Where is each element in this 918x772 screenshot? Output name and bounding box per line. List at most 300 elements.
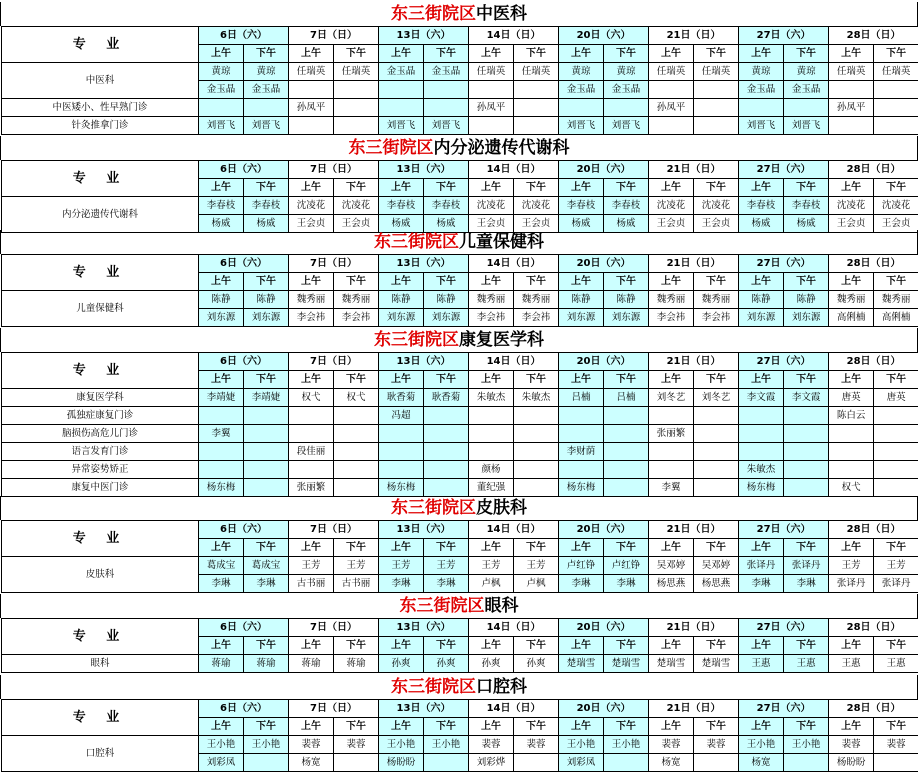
doctor-cell: 王会贞 xyxy=(649,215,694,233)
doctor-cell: 陈静 xyxy=(379,291,424,309)
doctor-cell xyxy=(244,754,289,772)
section-title xyxy=(0,328,918,352)
date-cell: 20日（六） xyxy=(559,619,649,637)
doctor-cell xyxy=(469,81,514,99)
doctor-cell: 沈凌花 xyxy=(694,197,739,215)
doctor-cell xyxy=(874,81,918,99)
doctor-cell xyxy=(514,754,559,772)
doctor-cell xyxy=(784,479,829,497)
date-cell: 20日（六） xyxy=(559,521,649,539)
am-label: 上午 xyxy=(739,45,784,63)
pm-label: 下午 xyxy=(784,371,829,389)
date-cell: 21日（日） xyxy=(649,700,739,718)
specialty-header: 专 业 xyxy=(2,619,199,655)
doctor-cell: 王会贞 xyxy=(874,215,918,233)
am-label: 上午 xyxy=(379,718,424,736)
pm-label: 下午 xyxy=(244,45,289,63)
date-cell: 28日（日） xyxy=(829,27,918,45)
doctor-cell: 金玉晶 xyxy=(199,81,244,99)
doctor-cell: 吕楠 xyxy=(559,389,604,407)
doctor-cell xyxy=(244,407,289,425)
date-cell: 21日（日） xyxy=(649,27,739,45)
doctor-cell xyxy=(874,754,918,772)
doctor-cell: 李春枝 xyxy=(199,197,244,215)
doctor-cell: 李靖婕 xyxy=(199,389,244,407)
table-row xyxy=(2,197,918,215)
doctor-cell xyxy=(829,425,874,443)
doctor-cell xyxy=(694,461,739,479)
doctor-cell xyxy=(469,443,514,461)
doctor-cell: 魏秀丽 xyxy=(469,291,514,309)
campus-name: 东三街院区 xyxy=(391,498,476,518)
doctor-cell xyxy=(334,443,379,461)
doctor-cell xyxy=(199,461,244,479)
specialty-header: 专 业 xyxy=(2,255,199,291)
date-cell: 7日（日） xyxy=(289,161,379,179)
doctor-cell: 刘晋飞 xyxy=(559,117,604,135)
campus-name: 东三街院区 xyxy=(400,596,485,616)
am-label: 上午 xyxy=(649,637,694,655)
pm-label: 下午 xyxy=(514,179,559,197)
pm-label: 下午 xyxy=(424,273,469,291)
pm-label: 下午 xyxy=(514,637,559,655)
am-label: 上午 xyxy=(469,539,514,557)
doctor-cell: 陈静 xyxy=(424,291,469,309)
doctor-cell: 高俐楠 xyxy=(874,309,918,327)
date-cell: 20日（六） xyxy=(559,27,649,45)
doctor-cell xyxy=(559,425,604,443)
am-label: 上午 xyxy=(289,179,334,197)
am-label: 上午 xyxy=(379,273,424,291)
date-cell: 7日（日） xyxy=(289,255,379,273)
doctor-cell xyxy=(739,443,784,461)
row-label: 语言发育门诊 xyxy=(2,443,199,461)
doctor-cell: 李琳 xyxy=(604,575,649,593)
date-cell: 13日（六） xyxy=(379,700,469,718)
doctor-cell xyxy=(514,425,559,443)
doctor-cell: 颜杨 xyxy=(469,461,514,479)
doctor-cell xyxy=(244,425,289,443)
doctor-cell: 杨东梅 xyxy=(379,479,424,497)
row-label: 异常姿势矫正 xyxy=(2,461,199,479)
date-cell: 14日（日） xyxy=(469,700,559,718)
row-label: 口腔科 xyxy=(2,736,199,772)
row-label: 眼科 xyxy=(2,655,199,673)
doctor-cell: 裴蓉 xyxy=(469,736,514,754)
pm-label: 下午 xyxy=(874,179,918,197)
section-title xyxy=(0,675,918,699)
doctor-cell: 陈白云 xyxy=(829,407,874,425)
doctor-cell: 任瑞英 xyxy=(649,63,694,81)
am-label: 上午 xyxy=(739,637,784,655)
doctor-cell: 杨宽 xyxy=(289,754,334,772)
doctor-cell xyxy=(334,407,379,425)
am-label: 上午 xyxy=(289,637,334,655)
table-row xyxy=(2,389,918,407)
date-header-row xyxy=(2,619,918,637)
doctor-cell: 杨威 xyxy=(244,215,289,233)
am-label: 上午 xyxy=(559,273,604,291)
doctor-cell: 杨东梅 xyxy=(739,479,784,497)
date-cell: 28日（日） xyxy=(829,619,918,637)
doctor-cell: 王惠 xyxy=(829,655,874,673)
date-cell: 28日（日） xyxy=(829,521,918,539)
am-label: 上午 xyxy=(559,371,604,389)
pm-label: 下午 xyxy=(244,539,289,557)
date-cell: 20日（六） xyxy=(559,161,649,179)
doctor-cell: 刘晋飞 xyxy=(604,117,649,135)
row-label: 针灸推拿门诊 xyxy=(2,117,199,135)
doctor-cell: 王小艳 xyxy=(559,736,604,754)
pm-label: 下午 xyxy=(604,637,649,655)
date-cell: 6日（六） xyxy=(199,353,289,371)
pm-label: 下午 xyxy=(424,539,469,557)
date-cell: 13日（六） xyxy=(379,27,469,45)
doctor-cell xyxy=(334,425,379,443)
doctor-cell: 魏秀丽 xyxy=(289,291,334,309)
doctor-cell xyxy=(289,425,334,443)
am-label: 上午 xyxy=(199,273,244,291)
am-label: 上午 xyxy=(469,45,514,63)
doctor-cell: 沈凌花 xyxy=(334,197,379,215)
doctor-cell: 杨威 xyxy=(739,215,784,233)
am-label: 上午 xyxy=(199,371,244,389)
doctor-cell: 李春枝 xyxy=(739,197,784,215)
doctor-cell xyxy=(649,461,694,479)
dept-section xyxy=(0,230,918,327)
date-cell: 27日（六） xyxy=(739,161,829,179)
doctor-cell xyxy=(514,117,559,135)
doctor-cell xyxy=(739,425,784,443)
am-label: 上午 xyxy=(559,637,604,655)
doctor-cell: 李靖婕 xyxy=(244,389,289,407)
doctor-cell: 黄琼 xyxy=(739,63,784,81)
pm-label: 下午 xyxy=(514,45,559,63)
doctor-cell xyxy=(514,479,559,497)
row-label: 脑损伤高危儿门诊 xyxy=(2,425,199,443)
table-row xyxy=(2,479,918,497)
doctor-cell xyxy=(694,81,739,99)
doctor-cell: 刘东源 xyxy=(784,309,829,327)
doctor-cell: 任瑞英 xyxy=(694,63,739,81)
doctor-cell: 黄琼 xyxy=(784,63,829,81)
doctor-cell: 耿香菊 xyxy=(424,389,469,407)
doctor-cell: 朱敏杰 xyxy=(469,389,514,407)
pm-label: 下午 xyxy=(424,637,469,655)
doctor-cell: 李文霞 xyxy=(784,389,829,407)
doctor-cell xyxy=(379,99,424,117)
pm-label: 下午 xyxy=(784,718,829,736)
doctor-cell xyxy=(334,99,379,117)
doctor-cell xyxy=(514,407,559,425)
am-label: 上午 xyxy=(469,273,514,291)
doctor-cell xyxy=(874,425,918,443)
doctor-cell: 沈凌花 xyxy=(514,197,559,215)
doctor-cell: 裴蓉 xyxy=(694,736,739,754)
pm-label: 下午 xyxy=(424,179,469,197)
campus-name: 东三街院区 xyxy=(374,330,459,350)
doctor-cell xyxy=(694,99,739,117)
doctor-cell: 李财荫 xyxy=(559,443,604,461)
specialty-header: 专 业 xyxy=(2,700,199,736)
doctor-cell xyxy=(649,81,694,99)
doctor-cell xyxy=(289,407,334,425)
date-header-row xyxy=(2,700,918,718)
pm-label: 下午 xyxy=(604,273,649,291)
doctor-cell xyxy=(289,461,334,479)
doctor-cell: 王小艳 xyxy=(739,736,784,754)
doctor-cell xyxy=(874,407,918,425)
am-label: 上午 xyxy=(559,45,604,63)
am-label: 上午 xyxy=(649,45,694,63)
doctor-cell: 刘晋飞 xyxy=(199,117,244,135)
row-label: 中医矮小、性早熟门诊 xyxy=(2,99,199,117)
date-cell: 7日（日） xyxy=(289,521,379,539)
am-label: 上午 xyxy=(829,371,874,389)
date-cell: 14日（日） xyxy=(469,619,559,637)
doctor-cell: 金玉晶 xyxy=(244,81,289,99)
doctor-cell xyxy=(874,443,918,461)
date-cell: 14日（日） xyxy=(469,27,559,45)
doctor-cell: 王会贞 xyxy=(469,215,514,233)
doctor-cell xyxy=(694,117,739,135)
date-cell: 27日（六） xyxy=(739,353,829,371)
doctor-cell: 杨盼盼 xyxy=(379,754,424,772)
doctor-cell: 孙爽 xyxy=(424,655,469,673)
doctor-cell: 李会祎 xyxy=(469,309,514,327)
doctor-cell: 王小艳 xyxy=(379,736,424,754)
date-cell: 6日（六） xyxy=(199,619,289,637)
doctor-cell xyxy=(199,407,244,425)
doctor-cell xyxy=(334,117,379,135)
doctor-cell xyxy=(784,99,829,117)
doctor-cell: 葛成宝 xyxy=(244,557,289,575)
doctor-cell: 刘冬艺 xyxy=(694,389,739,407)
doctor-cell: 陈静 xyxy=(199,291,244,309)
am-label: 上午 xyxy=(199,718,244,736)
doctor-cell: 李会祎 xyxy=(694,309,739,327)
doctor-cell: 王会贞 xyxy=(514,215,559,233)
am-label: 上午 xyxy=(379,637,424,655)
doctor-cell: 刘晋飞 xyxy=(244,117,289,135)
section-title xyxy=(0,2,918,26)
pm-label: 下午 xyxy=(514,718,559,736)
date-cell: 21日（日） xyxy=(649,161,739,179)
doctor-cell xyxy=(694,443,739,461)
doctor-cell xyxy=(829,81,874,99)
doctor-cell xyxy=(199,99,244,117)
doctor-cell: 杨东梅 xyxy=(559,479,604,497)
doctor-cell: 杨威 xyxy=(424,215,469,233)
doctor-cell xyxy=(874,99,918,117)
pm-label: 下午 xyxy=(784,539,829,557)
doctor-cell: 吕楠 xyxy=(604,389,649,407)
doctor-cell: 杨宽 xyxy=(649,754,694,772)
table-row xyxy=(2,117,918,135)
am-label: 上午 xyxy=(559,179,604,197)
date-cell: 21日（日） xyxy=(649,353,739,371)
doctor-cell: 王芳 xyxy=(334,557,379,575)
doctor-cell xyxy=(739,99,784,117)
doctor-cell: 李琳 xyxy=(739,575,784,593)
am-label: 上午 xyxy=(649,179,694,197)
dept-section xyxy=(0,496,918,593)
doctor-cell: 古书丽 xyxy=(334,575,379,593)
doctor-cell: 李文霞 xyxy=(739,389,784,407)
doctor-cell: 李琳 xyxy=(559,575,604,593)
doctor-cell: 金玉晶 xyxy=(604,81,649,99)
pm-label: 下午 xyxy=(874,539,918,557)
doctor-cell: 蒋瑜 xyxy=(199,655,244,673)
dept-name: 内分泌遗传代谢科 xyxy=(434,138,570,158)
am-label: 上午 xyxy=(199,179,244,197)
doctor-cell xyxy=(604,99,649,117)
doctor-cell: 任瑞英 xyxy=(289,63,334,81)
doctor-cell: 卢红铮 xyxy=(559,557,604,575)
doctor-cell: 王小艳 xyxy=(424,736,469,754)
pm-label: 下午 xyxy=(694,637,739,655)
campus-name: 东三街院区 xyxy=(391,4,476,24)
doctor-cell: 张译丹 xyxy=(829,575,874,593)
am-label: 上午 xyxy=(559,718,604,736)
am-label: 上午 xyxy=(829,45,874,63)
date-cell: 6日（六） xyxy=(199,27,289,45)
am-label: 上午 xyxy=(829,273,874,291)
doctor-cell: 杨宽 xyxy=(739,754,784,772)
doctor-cell xyxy=(334,754,379,772)
pm-label: 下午 xyxy=(694,371,739,389)
date-cell: 6日（六） xyxy=(199,521,289,539)
doctor-cell xyxy=(424,99,469,117)
doctor-cell: 王会贞 xyxy=(694,215,739,233)
doctor-cell: 任瑞英 xyxy=(829,63,874,81)
date-cell: 14日（日） xyxy=(469,255,559,273)
table-row xyxy=(2,655,918,673)
date-cell: 13日（六） xyxy=(379,255,469,273)
dept-name: 口腔科 xyxy=(476,677,527,697)
doctor-cell xyxy=(559,99,604,117)
doctor-cell xyxy=(469,117,514,135)
doctor-cell: 权弋 xyxy=(334,389,379,407)
date-cell: 27日（六） xyxy=(739,255,829,273)
doctor-cell: 杨思燕 xyxy=(694,575,739,593)
doctor-cell xyxy=(829,461,874,479)
doctor-cell xyxy=(739,407,784,425)
doctor-cell: 高俐楠 xyxy=(829,309,874,327)
doctor-cell: 刘东源 xyxy=(199,309,244,327)
pm-label: 下午 xyxy=(694,539,739,557)
doctor-cell: 孙凤平 xyxy=(829,99,874,117)
schedule-table xyxy=(1,699,918,772)
table-row xyxy=(2,63,918,81)
doctor-cell: 任瑞英 xyxy=(334,63,379,81)
doctor-cell: 王小艳 xyxy=(604,736,649,754)
doctor-cell: 裴蓉 xyxy=(874,736,918,754)
row-label: 皮肤科 xyxy=(2,557,199,593)
dept-section xyxy=(0,136,918,233)
doctor-cell: 金玉晶 xyxy=(559,81,604,99)
doctor-cell: 李翼 xyxy=(649,479,694,497)
doctor-cell: 金玉晶 xyxy=(739,81,784,99)
doctor-cell xyxy=(604,479,649,497)
pm-label: 下午 xyxy=(604,371,649,389)
doctor-cell: 任瑞英 xyxy=(514,63,559,81)
doctor-cell: 刘东源 xyxy=(559,309,604,327)
doctor-cell: 杨思燕 xyxy=(649,575,694,593)
doctor-cell xyxy=(244,99,289,117)
doctor-cell: 裴蓉 xyxy=(649,736,694,754)
doctor-cell: 金玉晶 xyxy=(784,81,829,99)
doctor-cell xyxy=(694,407,739,425)
pm-label: 下午 xyxy=(244,273,289,291)
doctor-cell: 裴蓉 xyxy=(829,736,874,754)
pm-label: 下午 xyxy=(604,718,649,736)
specialty-header: 专 业 xyxy=(2,161,199,197)
doctor-cell: 董纪强 xyxy=(469,479,514,497)
am-label: 上午 xyxy=(289,371,334,389)
date-header-row xyxy=(2,521,918,539)
doctor-cell xyxy=(784,754,829,772)
am-label: 上午 xyxy=(829,637,874,655)
doctor-cell: 李琳 xyxy=(244,575,289,593)
pm-label: 下午 xyxy=(874,45,918,63)
doctor-cell: 沈凌花 xyxy=(469,197,514,215)
doctor-cell: 王芳 xyxy=(874,557,918,575)
date-cell: 13日（六） xyxy=(379,619,469,637)
date-cell: 6日（六） xyxy=(199,255,289,273)
doctor-cell: 陈静 xyxy=(604,291,649,309)
doctor-cell: 卢枫 xyxy=(469,575,514,593)
doctor-cell: 王芳 xyxy=(829,557,874,575)
doctor-cell: 孙爽 xyxy=(469,655,514,673)
am-label: 上午 xyxy=(739,179,784,197)
pm-label: 下午 xyxy=(334,637,379,655)
doctor-cell xyxy=(874,479,918,497)
schedule-table xyxy=(1,520,918,593)
doctor-cell: 沈凌花 xyxy=(649,197,694,215)
am-label: 上午 xyxy=(289,273,334,291)
dept-section xyxy=(0,675,918,772)
doctor-cell: 刘东源 xyxy=(739,309,784,327)
date-header-row xyxy=(2,255,918,273)
doctor-cell: 李琳 xyxy=(199,575,244,593)
dept-name: 儿童保健科 xyxy=(459,232,544,252)
doctor-cell: 张译丹 xyxy=(739,557,784,575)
pm-label: 下午 xyxy=(694,273,739,291)
doctor-cell: 张译丹 xyxy=(874,575,918,593)
doctor-cell: 李春枝 xyxy=(604,197,649,215)
doctor-cell: 杨东梅 xyxy=(199,479,244,497)
doctor-cell xyxy=(469,407,514,425)
doctor-cell xyxy=(829,117,874,135)
doctor-cell: 楚瑞雪 xyxy=(649,655,694,673)
doctor-cell xyxy=(334,479,379,497)
doctor-cell xyxy=(424,407,469,425)
table-row xyxy=(2,736,918,754)
doctor-cell: 刘彩凤 xyxy=(199,754,244,772)
doctor-cell: 裴蓉 xyxy=(514,736,559,754)
date-cell: 20日（六） xyxy=(559,255,649,273)
doctor-cell: 魏秀丽 xyxy=(829,291,874,309)
dept-name: 皮肤科 xyxy=(476,498,527,518)
doctor-cell: 刘东源 xyxy=(379,309,424,327)
doctor-cell: 孙凤平 xyxy=(469,99,514,117)
dept-section xyxy=(0,2,918,135)
pm-label: 下午 xyxy=(604,45,649,63)
doctor-cell: 杨盼盼 xyxy=(829,754,874,772)
doctor-cell xyxy=(424,81,469,99)
date-cell: 13日（六） xyxy=(379,521,469,539)
